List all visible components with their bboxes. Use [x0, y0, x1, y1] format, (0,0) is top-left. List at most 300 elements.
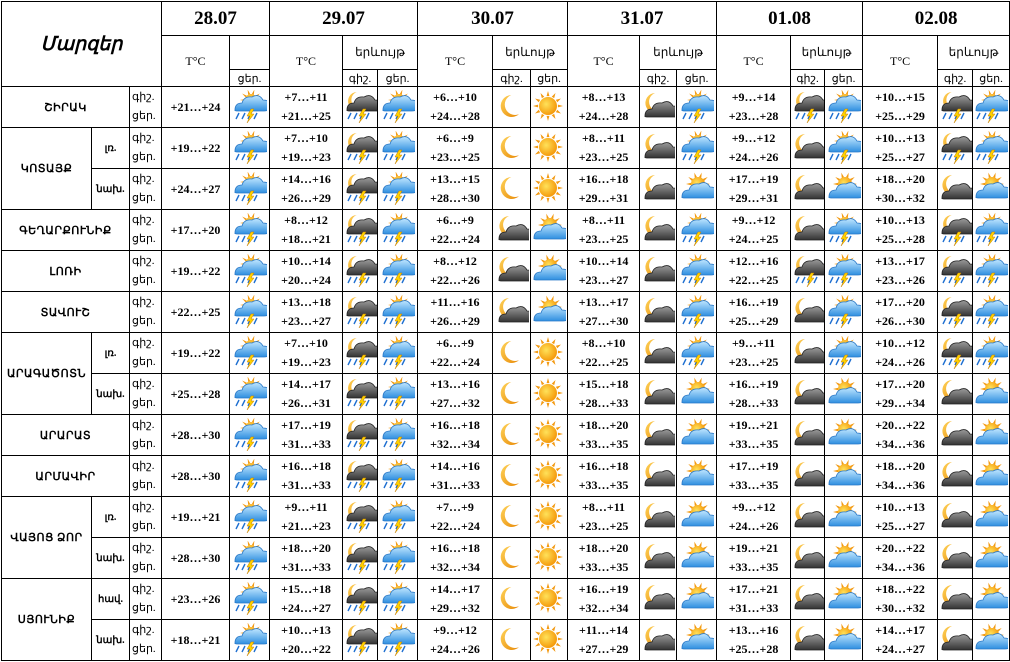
day-label: ցեր.: [132, 520, 156, 532]
day-temperature: +22…+24: [430, 355, 480, 369]
sun-cloud-icon: [531, 292, 568, 333]
day-temperature: +24…+27: [875, 642, 925, 656]
day-temperature: +19…+22: [162, 251, 230, 292]
sun-cloud-icon: [973, 538, 1010, 579]
temperature-range: [863, 169, 938, 210]
day-temperature: +23…+27: [578, 273, 629, 287]
temperature-range: [568, 251, 640, 292]
sun-cloud-icon: [973, 579, 1010, 620]
sun-storm-icon: [825, 333, 863, 374]
sun-storm-icon: [825, 251, 863, 292]
night-temperature: +16…+18: [578, 172, 629, 186]
temperature-range: [568, 128, 640, 169]
temperature-range: [270, 169, 343, 210]
zone-label: նախ.: [92, 620, 130, 661]
temperature-range: [270, 620, 343, 661]
day-temperature: +24…+28: [578, 109, 629, 123]
day-temperature: +33…+35: [728, 478, 779, 492]
moon-icon: [493, 128, 531, 169]
temperature-range: [270, 210, 343, 251]
day-temperature: +23…+25: [578, 519, 629, 533]
day-temperature: +19…+21: [162, 497, 230, 538]
night-temperature: +8…+12: [284, 213, 328, 227]
day-temperature: +20…+22: [281, 642, 331, 656]
sun-cloud-icon: [825, 374, 863, 415]
day-subheader: ցեր.: [378, 70, 418, 87]
night-temperature: +13…+16: [430, 377, 480, 391]
sun-storm-icon: [230, 456, 270, 497]
sun-icon: [531, 579, 568, 620]
sun-storm-icon: [825, 87, 863, 128]
night-temperature: +7…+10: [284, 131, 328, 145]
region-name: ՏԱՎՈՒՇ: [2, 292, 130, 333]
sun-storm-icon: [230, 333, 270, 374]
sun-storm-icon: [378, 87, 418, 128]
temperature-range: [568, 169, 640, 210]
temperature-range: [717, 210, 791, 251]
table-row: [2, 456, 1010, 497]
night-temperature: +13…+17: [578, 295, 629, 309]
region-name: ՍՅՈՒՆԻՔ: [2, 579, 92, 661]
temperature-range: [568, 333, 640, 374]
night-temperature: +14…+17: [430, 582, 480, 596]
sun-cloud-icon: [973, 169, 1010, 210]
night-temperature: +12…+16: [728, 254, 779, 268]
sun-cloud-icon: [531, 251, 568, 292]
sun-storm-icon: [230, 374, 270, 415]
day-temperature: +24…+26: [875, 355, 925, 369]
night-temperature: +11…+16: [430, 295, 480, 309]
sun-storm-icon: [378, 251, 418, 292]
day-temperature: +31…+33: [728, 601, 779, 615]
table-row: [2, 128, 1010, 169]
moon-cloud-icon: [791, 620, 825, 661]
night-temperature: +14…+16: [281, 172, 331, 186]
night-temperature: +9…+11: [284, 500, 328, 514]
period-labels: [130, 128, 162, 169]
period-labels: [130, 456, 162, 497]
temperature-range: [270, 456, 343, 497]
day-temperature: +22…+24: [430, 519, 480, 533]
sun-icon: [531, 169, 568, 210]
temperature-range: [568, 87, 640, 128]
moon-cloud-icon: [938, 620, 973, 661]
temperature-range: [568, 579, 640, 620]
day-temperature: +26…+29: [430, 314, 480, 328]
moon-cloud-icon: [640, 374, 677, 415]
sun-cloud-icon: [677, 538, 717, 579]
temperature-range: [418, 497, 493, 538]
night-subheader: գիշ.: [791, 70, 825, 87]
day-temperature: +34…+36: [875, 437, 925, 451]
night-temperature: +16…+18: [430, 418, 480, 432]
day-temperature: +31…+33: [281, 437, 331, 451]
region-name: ՎԱՅՈՑ ՁՈՐ: [2, 497, 92, 579]
period-labels: [130, 538, 162, 579]
sun-storm-icon: [230, 579, 270, 620]
sun-storm-icon: [973, 210, 1010, 251]
night-temperature: +18…+22: [875, 582, 925, 596]
sun-storm-icon: [677, 128, 717, 169]
moon-storm-icon: [343, 497, 378, 538]
moon-cloud-icon: [791, 497, 825, 538]
period-labels: [130, 251, 162, 292]
temperature-range: [568, 415, 640, 456]
day-temperature: +18…+21: [162, 620, 230, 661]
sun-storm-icon: [677, 87, 717, 128]
night-temperature: +18…+20: [875, 459, 925, 473]
sun-cloud-icon: [973, 497, 1010, 538]
sun-cloud-icon: [973, 415, 1010, 456]
sun-storm-icon: [230, 210, 270, 251]
temperature-range: [270, 87, 343, 128]
day-subheader: ցեր.: [825, 70, 863, 87]
moon-icon: [493, 538, 531, 579]
moon-cloud-icon: [640, 210, 677, 251]
night-temperature: +11…+14: [579, 623, 629, 637]
zone-label: լռ.: [92, 497, 130, 538]
temperature-range: [270, 374, 343, 415]
moon-storm-icon: [938, 333, 973, 374]
temperature-range: [717, 374, 791, 415]
table-row: [2, 251, 1010, 292]
sun-cloud-icon: [973, 620, 1010, 661]
day-temperature: +22…+25: [728, 273, 779, 287]
night-label: գիշ.: [132, 378, 155, 390]
night-temperature: +7…+10: [284, 336, 328, 350]
sun-cloud-icon: [973, 456, 1010, 497]
night-label: գիշ.: [132, 91, 155, 103]
sun-storm-icon: [378, 374, 418, 415]
day-temperature: +23…+25: [578, 232, 629, 246]
moon-cloud-icon: [640, 497, 677, 538]
sun-storm-icon: [230, 251, 270, 292]
moon-storm-icon: [343, 251, 378, 292]
sun-storm-icon: [677, 210, 717, 251]
weather-header: երևույթ: [791, 36, 863, 70]
night-temperature: +16…+18: [281, 459, 331, 473]
moon-storm-icon: [343, 169, 378, 210]
moon-cloud-icon: [938, 374, 973, 415]
day-temperature: +22…+26: [430, 273, 480, 287]
day-subheader: ցեր.: [973, 70, 1010, 87]
sun-storm-icon: [973, 87, 1010, 128]
night-temperature: +15…+18: [281, 582, 331, 596]
night-temperature: +17…+20: [875, 377, 925, 391]
moon-cloud-icon: [791, 374, 825, 415]
sun-icon: [531, 497, 568, 538]
moon-cloud-icon: [640, 456, 677, 497]
night-temperature: +17…+20: [875, 295, 925, 309]
night-temperature: +18…+20: [875, 172, 925, 186]
day-temperature: +26…+30: [875, 314, 925, 328]
sun-storm-icon: [973, 333, 1010, 374]
night-temperature: +8…+11: [582, 131, 626, 145]
temperature-range: [568, 497, 640, 538]
moon-cloud-icon: [640, 579, 677, 620]
sun-cloud-icon: [825, 620, 863, 661]
sun-cloud-icon: [825, 415, 863, 456]
date-header: 02.08: [863, 2, 1010, 36]
temperature-range: [270, 415, 343, 456]
moon-cloud-icon: [640, 538, 677, 579]
day-subheader: ցեր.: [230, 70, 270, 87]
night-subheader: գիշ.: [938, 70, 973, 87]
sun-icon: [531, 87, 568, 128]
temperature-range: [863, 538, 938, 579]
temperature-range: [717, 169, 791, 210]
date-header: 28.07: [162, 2, 270, 36]
sun-icon: [531, 620, 568, 661]
temperature-range: [568, 538, 640, 579]
moon-cloud-icon: [791, 292, 825, 333]
day-temperature: +21…+23: [281, 519, 331, 533]
temperature-range: [270, 292, 343, 333]
moon-icon: [493, 497, 531, 538]
sun-storm-icon: [230, 415, 270, 456]
day-label: ցեր.: [132, 397, 156, 409]
day-label: ցեր.: [132, 315, 156, 327]
moon-cloud-icon: [640, 333, 677, 374]
sun-storm-icon: [378, 333, 418, 374]
weather-header: երևույթ: [493, 36, 568, 70]
night-temperature: +8…+10: [581, 336, 626, 350]
night-temperature: +6…+9: [436, 131, 474, 145]
moon-storm-icon: [938, 87, 973, 128]
zone-label: նախ.: [92, 374, 130, 415]
moon-storm-icon: [343, 538, 378, 579]
temperature-range: [418, 210, 493, 251]
region-name: ԳԵՂԱՐՔՈՒՆԻՔ: [2, 210, 130, 251]
day-temperature: +23…+25: [430, 150, 480, 164]
moon-cloud-icon: [938, 497, 973, 538]
moon-cloud-icon: [640, 620, 677, 661]
night-temperature: +16…+19: [728, 295, 779, 309]
moon-storm-icon: [791, 87, 825, 128]
zone-label: լռ.: [92, 333, 130, 374]
temperature-range: [863, 128, 938, 169]
day-temperature: +33…+35: [728, 560, 779, 574]
period-labels: [130, 169, 162, 210]
day-temperature: +23…+28: [728, 109, 779, 123]
night-temperature: +8…+13: [581, 90, 626, 104]
temperature-range: [568, 210, 640, 251]
day-temperature: +24…+28: [430, 109, 480, 123]
day-temperature: +27…+30: [578, 314, 629, 328]
temperature-range: [863, 579, 938, 620]
day-temperature: +23…+26: [162, 579, 230, 620]
day-temperature: +31…+33: [430, 478, 480, 492]
sun-storm-icon: [378, 128, 418, 169]
day-label: ցեր.: [132, 274, 156, 286]
day-temperature: +30…+32: [875, 191, 925, 205]
sun-storm-icon: [378, 210, 418, 251]
sun-storm-icon: [230, 292, 270, 333]
temp-header: T°C: [717, 36, 791, 87]
night-label: գիշ.: [132, 583, 155, 595]
weather-forecast-table: [1, 1, 1010, 661]
moon-icon: [493, 579, 531, 620]
day-temperature: +32…+34: [430, 437, 480, 451]
sun-storm-icon: [973, 292, 1010, 333]
moon-storm-icon: [343, 210, 378, 251]
night-temperature: +17…+19: [728, 172, 779, 186]
moon-storm-icon: [343, 333, 378, 374]
moon-cloud-icon: [791, 415, 825, 456]
sun-storm-icon: [677, 333, 717, 374]
temperature-range: [717, 333, 791, 374]
night-temperature: +18…+20: [281, 541, 331, 555]
weather-header: երևույթ: [938, 36, 1010, 70]
date-header: 29.07: [270, 2, 418, 36]
day-temperature: +19…+22: [162, 128, 230, 169]
sun-cloud-icon: [677, 497, 717, 538]
temperature-range: [568, 292, 640, 333]
night-label: գիշ.: [132, 460, 155, 472]
day-label: ցեր.: [132, 561, 156, 573]
day-temperature: +21…+24: [162, 87, 230, 128]
sun-storm-icon: [230, 497, 270, 538]
sun-cloud-icon: [677, 620, 717, 661]
day-temperature: +28…+30: [162, 456, 230, 497]
sun-storm-icon: [825, 128, 863, 169]
date-header: 01.08: [717, 2, 863, 36]
temperature-range: [863, 87, 938, 128]
sun-cloud-icon: [825, 169, 863, 210]
day-temperature: +22…+25: [578, 355, 629, 369]
sun-cloud-icon: [677, 579, 717, 620]
day-temperature: +24…+27: [162, 169, 230, 210]
period-labels: [130, 333, 162, 374]
temperature-range: [568, 456, 640, 497]
temperature-range: [717, 292, 791, 333]
day-temperature: +25…+29: [875, 109, 925, 123]
region-name: ԿՈՏԱՅՔ: [2, 128, 92, 210]
moon-cloud-icon: [493, 292, 531, 333]
zone-label: նախ.: [92, 169, 130, 210]
day-temperature: +25…+28: [162, 374, 230, 415]
night-temperature: +20…+22: [875, 418, 925, 432]
night-label: գիշ.: [132, 419, 155, 431]
moon-cloud-icon: [493, 210, 531, 251]
night-temperature: +16…+18: [430, 541, 480, 555]
sun-cloud-icon: [677, 374, 717, 415]
day-temperature: +23…+27: [281, 314, 331, 328]
moon-cloud-icon: [791, 210, 825, 251]
temp-header: T°C: [863, 36, 938, 87]
day-temperature: +25…+28: [875, 232, 925, 246]
temperature-range: [863, 497, 938, 538]
sun-cloud-icon: [677, 415, 717, 456]
moon-cloud-icon: [791, 128, 825, 169]
sun-storm-icon: [230, 538, 270, 579]
moon-cloud-icon: [791, 333, 825, 374]
moon-storm-icon: [343, 579, 378, 620]
moon-cloud-icon: [938, 169, 973, 210]
night-temperature: +10…+14: [281, 254, 331, 268]
day-label: ցեր.: [132, 479, 156, 491]
temperature-range: [270, 251, 343, 292]
temperature-range: [863, 251, 938, 292]
region-name: ԱՐՄԱՎԻՐ: [2, 456, 130, 497]
day-temperature: +17…+20: [162, 210, 230, 251]
sun-storm-icon: [378, 415, 418, 456]
temperature-range: [568, 620, 640, 661]
moon-cloud-icon: [493, 251, 531, 292]
temperature-range: [717, 251, 791, 292]
region-name: ԼՈՌԻ: [2, 251, 130, 292]
temperature-range: [717, 497, 791, 538]
night-label: գիշ.: [132, 624, 155, 636]
night-label: գիշ.: [132, 132, 155, 144]
table-row: [2, 210, 1010, 251]
day-temperature: +23…+25: [578, 150, 629, 164]
moon-cloud-icon: [640, 415, 677, 456]
moon-storm-icon: [343, 620, 378, 661]
night-temperature: +13…+17: [875, 254, 925, 268]
moon-icon: [493, 374, 531, 415]
night-temperature: +13…+15: [430, 172, 480, 186]
day-temperature: +34…+36: [875, 478, 925, 492]
day-temperature: +21…+25: [281, 109, 331, 123]
weather-header: երևույթ: [640, 36, 717, 70]
moon-cloud-icon: [938, 456, 973, 497]
day-label: ցեր.: [132, 356, 156, 368]
day-temperature: +31…+33: [281, 560, 331, 574]
sun-storm-icon: [378, 579, 418, 620]
day-temperature: +28…+33: [728, 396, 779, 410]
sun-storm-icon: [230, 169, 270, 210]
night-subheader: գիշ.: [640, 70, 677, 87]
night-temperature: +13…+18: [281, 295, 331, 309]
moon-cloud-icon: [938, 538, 973, 579]
table-row: [2, 292, 1010, 333]
sun-storm-icon: [230, 87, 270, 128]
moon-storm-icon: [938, 292, 973, 333]
moon-storm-icon: [343, 292, 378, 333]
period-labels: [130, 497, 162, 538]
sun-storm-icon: [825, 292, 863, 333]
day-temperature: +28…+30: [162, 538, 230, 579]
night-temperature: +10…+13: [281, 623, 331, 637]
night-temperature: +10…+13: [875, 131, 925, 145]
temperature-range: [418, 292, 493, 333]
night-temperature: +8…+12: [433, 254, 477, 268]
temperature-range: [863, 374, 938, 415]
day-temperature: +20…+24: [281, 273, 331, 287]
moon-cloud-icon: [791, 456, 825, 497]
night-temperature: +9…+14: [731, 90, 776, 104]
night-temperature: +16…+19: [578, 582, 629, 596]
temperature-range: [717, 456, 791, 497]
sun-cloud-icon: [677, 169, 717, 210]
moon-cloud-icon: [938, 415, 973, 456]
temperature-range: [270, 333, 343, 374]
sun-icon: [531, 333, 568, 374]
day-label: ցեր.: [132, 192, 156, 204]
night-temperature: +7…+11: [284, 90, 328, 104]
day-temperature: +33…+35: [578, 478, 629, 492]
temperature-range: [863, 620, 938, 661]
moon-storm-icon: [343, 374, 378, 415]
night-label: գիշ.: [132, 255, 155, 267]
day-temperature: +26…+29: [281, 191, 331, 205]
table-title: Մարզեր: [2, 2, 162, 87]
night-temperature: +19…+21: [728, 418, 779, 432]
temperature-range: [717, 579, 791, 620]
night-temperature: +10…+15: [875, 90, 925, 104]
moon-cloud-icon: [791, 169, 825, 210]
